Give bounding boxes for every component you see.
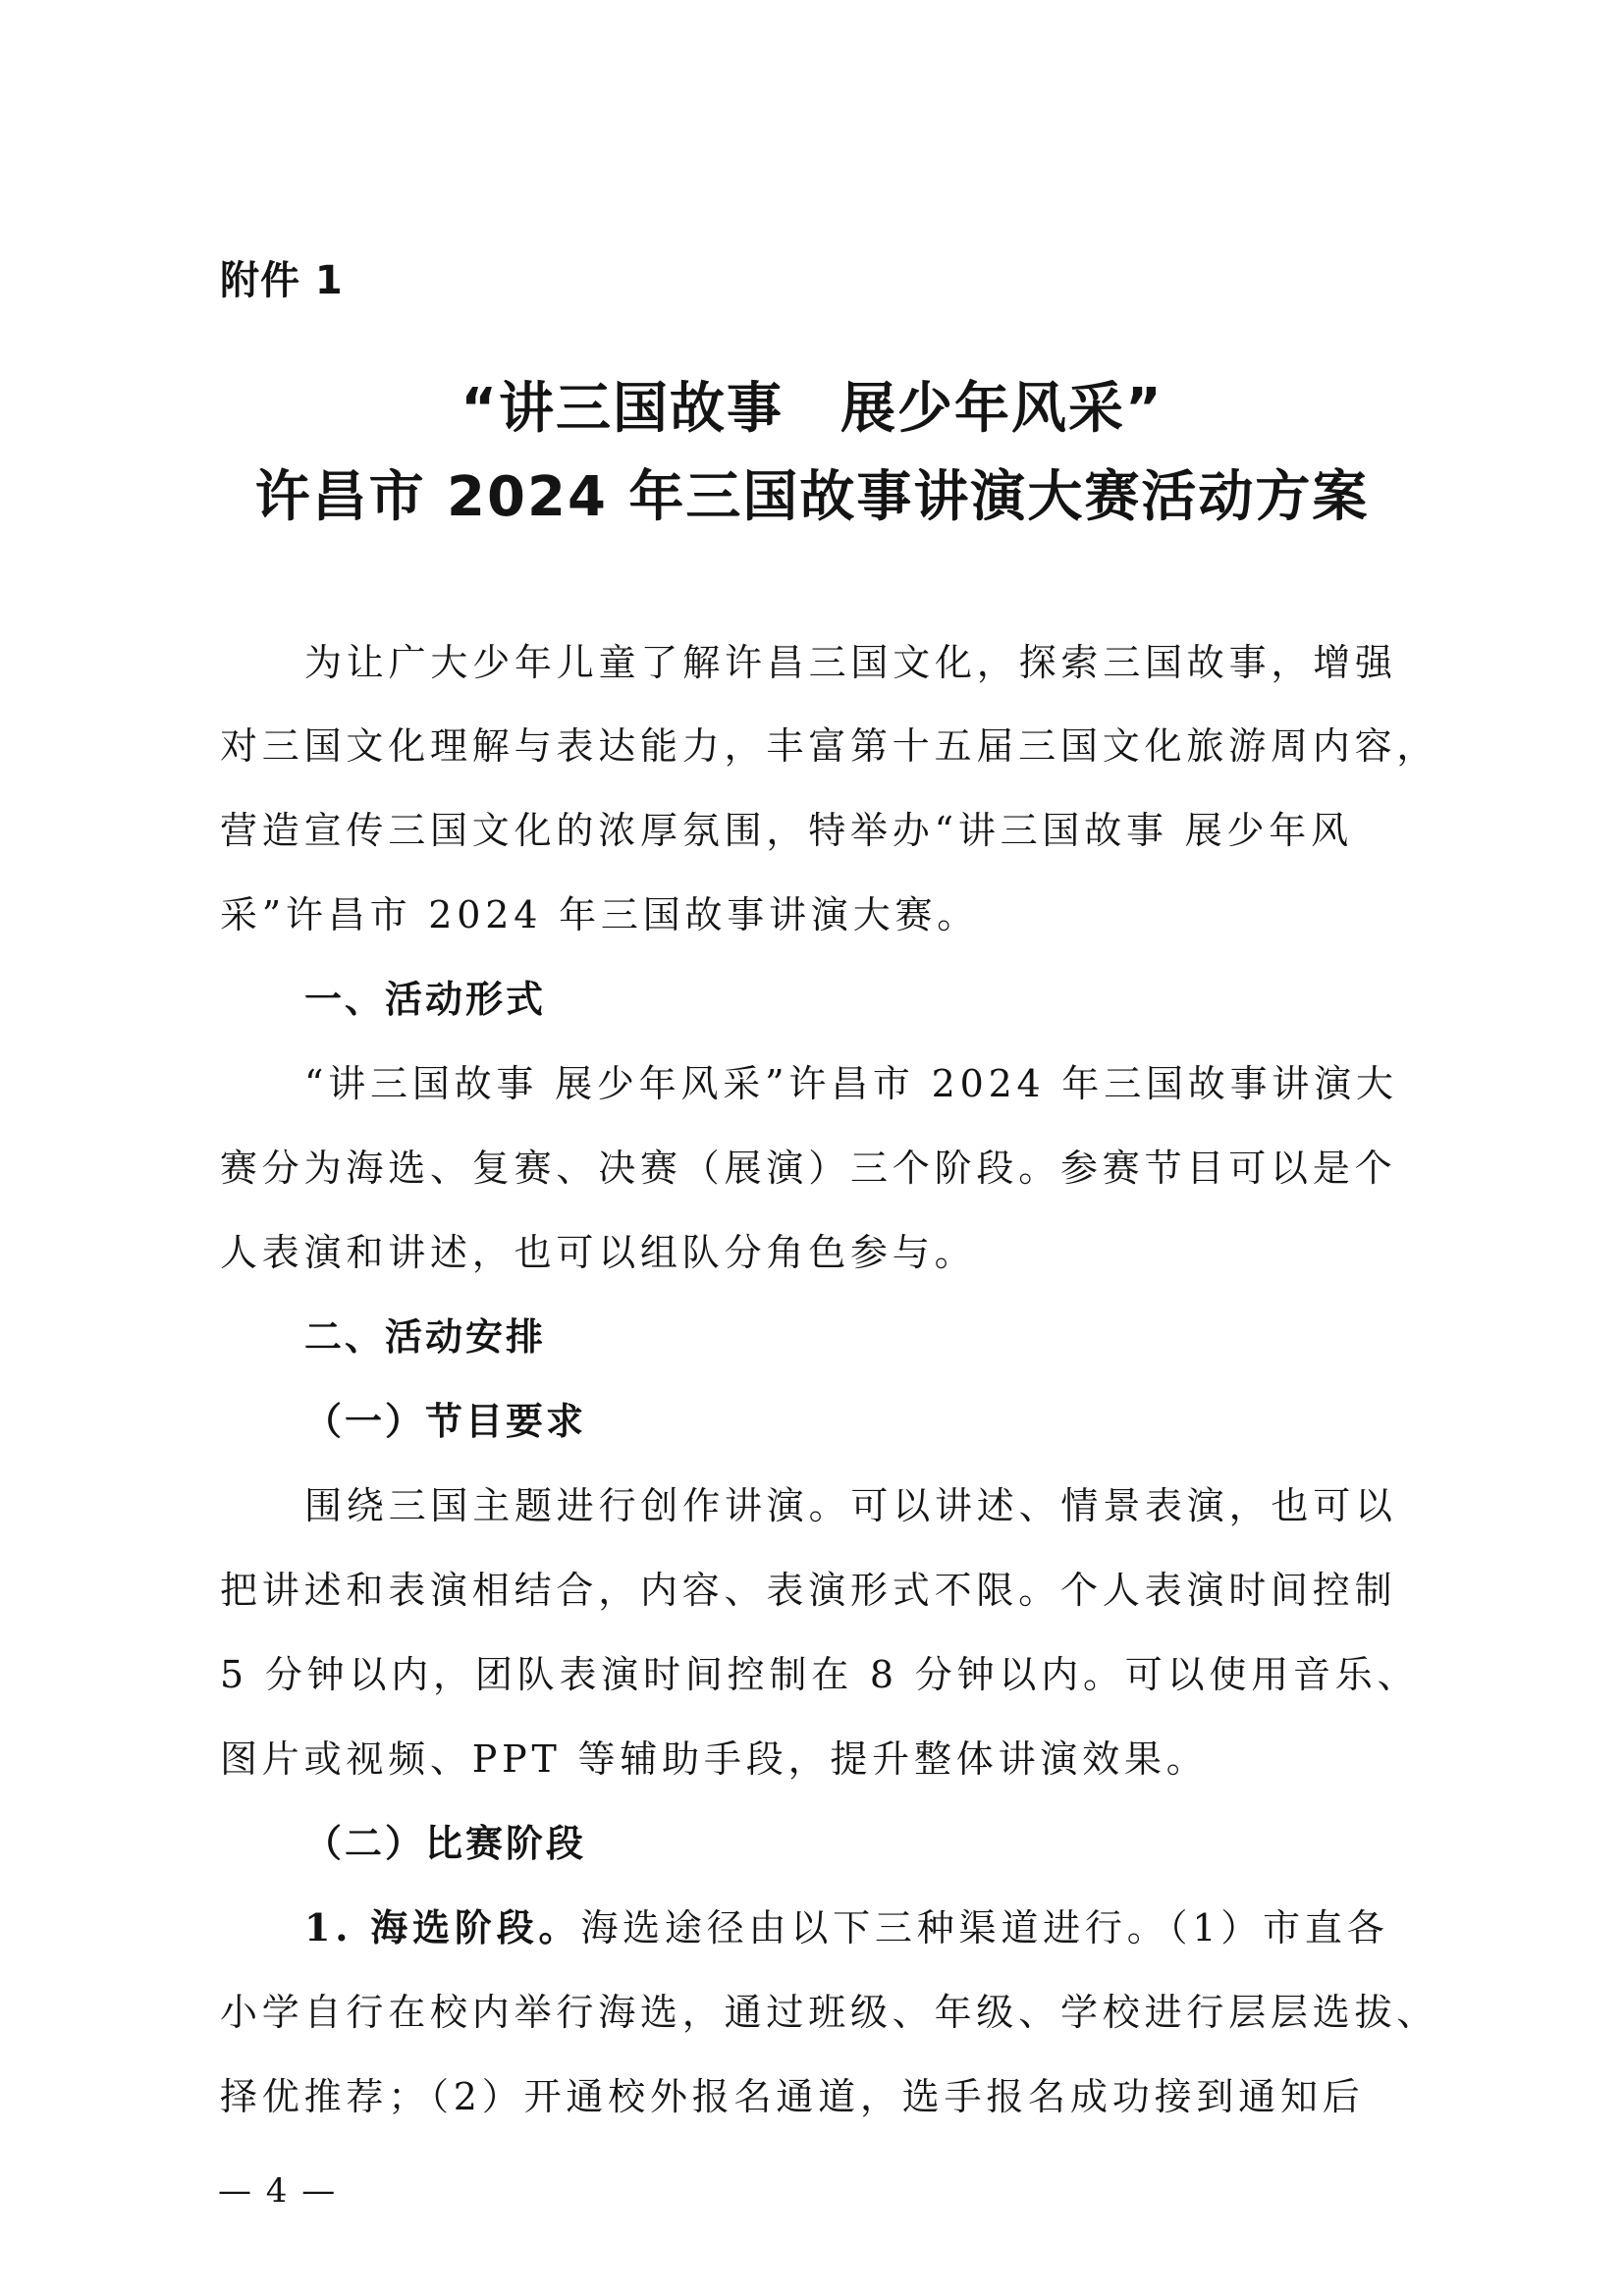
intro-line-3: 营造宣传三国文化的浓厚氛围，特举办“讲三国故事 展少年风 xyxy=(220,809,1353,852)
item-1-text: 海选途径由以下三种渠道进行。（1）市直各 xyxy=(580,1906,1389,1949)
subsection-1-line-3: 5 分钟以内，团队表演时间控制在 8 分钟以内。可以使用音乐、 xyxy=(220,1653,1420,1696)
intro-line-1: 为让广大少年儿童了解许昌三国文化，探索三国故事，增强 xyxy=(304,641,1397,684)
subsection-2-line-3: 择优推荐；（2）开通校外报名通道，选手报名成功接到通知后 xyxy=(220,2075,1365,2118)
intro-line-2: 对三国文化理解与表达能力，丰富第十五届三国文化旅游周内容， xyxy=(220,724,1439,768)
section-1-line-1: “讲三国故事 展少年风采”许昌市 2024 年三国故事讲演大 xyxy=(304,1062,1398,1105)
subsection-1-line-4: 图片或视频、PPT 等辅助手段，提升整体讲演效果。 xyxy=(220,1737,1209,1781)
title-line-1: “讲三国故事 展少年风采” xyxy=(460,377,1164,441)
title-line-2: 许昌市 2024 年三国故事讲演大赛活动方案 xyxy=(254,465,1370,529)
section-2-heading: 二、活动安排 xyxy=(304,1315,547,1359)
section-1-heading: 一、活动形式 xyxy=(304,978,547,1021)
subsection-2-line-1 xyxy=(304,1904,1502,1951)
subsection-1-heading: （一）节目要求 xyxy=(304,1399,587,1443)
section-1-line-3: 人表演和讲述，也可以组队分角色参与。 xyxy=(220,1231,977,1274)
section-1-line-2: 赛分为海选、复赛、决赛（展演）三个阶段。参赛节目可以是个 xyxy=(220,1147,1397,1190)
item-1-label: 1. 海选阶段。 xyxy=(304,1905,581,1949)
subsection-1-line-1: 围绕三国主题进行创作讲演。可以讲述、情景表演，也可以 xyxy=(304,1484,1397,1527)
subsection-2-heading: （二）比赛阶段 xyxy=(304,1821,587,1865)
subsection-1-line-2: 把讲述和表演相结合，内容、表演形式不限。个人表演时间控制 xyxy=(220,1569,1397,1612)
subsection-2-line-2: 小学自行在校内举行海选，通过班级、年级、学校进行层层选拔、 xyxy=(220,1991,1439,2034)
attachment-label: 附件 1 xyxy=(220,258,344,303)
page-number: — 4 — xyxy=(218,2171,338,2211)
intro-line-4: 采”许昌市 2024 年三国故事讲演大赛。 xyxy=(220,893,980,936)
